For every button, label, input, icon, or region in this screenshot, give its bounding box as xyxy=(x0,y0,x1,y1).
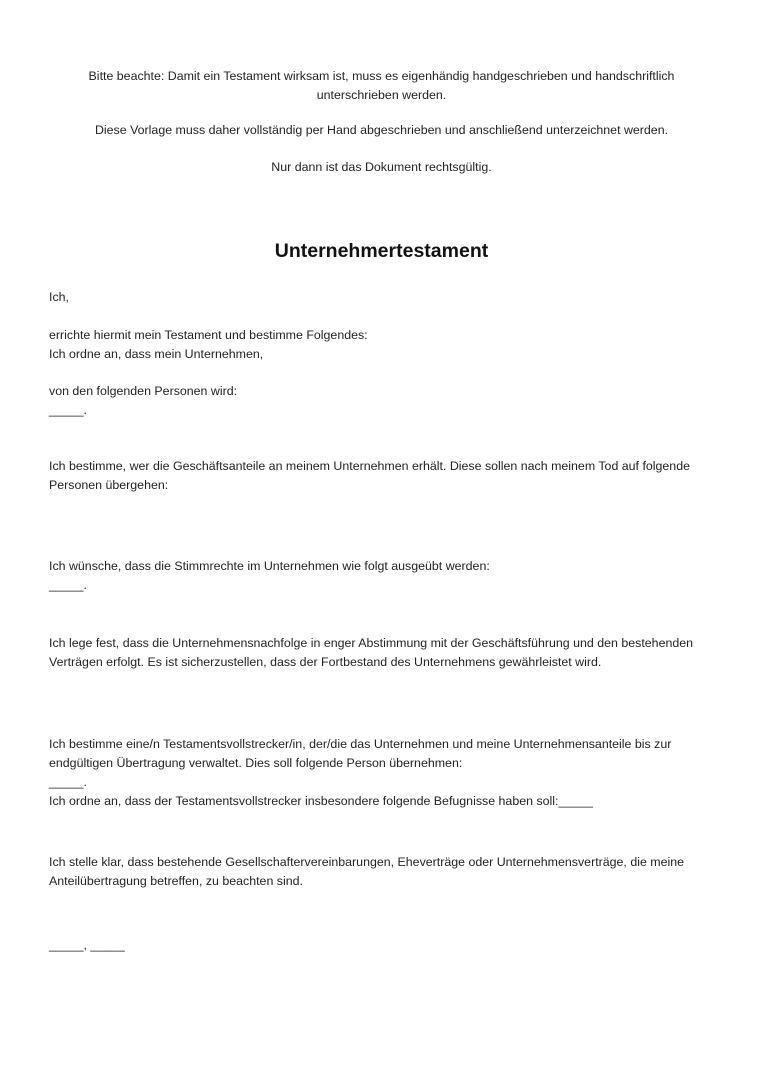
executor-paragraph: Ich bestimme eine/n Testamentsvollstrecker/in, der/die das Unternehmen und meine Unternehmensanteile bis zur endgültigen Übertragung verwaltet. Dies soll folgende Person übernehmen: _____. Ich ordne an, dass der Testamentsvollstrecker insbesondere folgende Befugnisse haben soll:_____ xyxy=(49,737,672,808)
signature-line: _____, _____ xyxy=(49,938,125,952)
notice-validity: Nur dann ist das Dokument rechtsgültig. xyxy=(271,160,492,174)
notice-copy-by-hand: Diese Vorlage muss daher vollständig per Hand abgeschrieben und anschließend unterzeichnet werden. xyxy=(94,123,669,137)
intro-paragraph: errichte hiermit mein Testament und bestimme Folgendes: Ich ordne an, dass mein Unternehmen, xyxy=(49,328,368,361)
notice-handwritten: Bitte beachte: Damit ein Testament wirksam ist, muss es eigenhändig handgeschrieben und handschriftlich unterschrieben werden. xyxy=(88,69,675,102)
persons-paragraph: von den folgenden Personen wird: _____. xyxy=(49,384,238,417)
voting-paragraph: Ich wünsche, dass die Stimmrechte im Unternehmen wie folgt ausgeübt werden: _____. xyxy=(49,559,490,592)
shares-paragraph: Ich bestimme, wer die Geschäftsanteile an meinem Unternehmen erhält. Diese sollen nach meinem Tod auf folgende Personen übergehen: xyxy=(49,459,690,492)
testator-line: Ich, xyxy=(49,290,69,304)
succession-paragraph: Ich lege fest, dass die Unternehmensnachfolge in enger Abstimmung mit der Geschäftsführung und den bestehenden Verträgen erfolgt. Es ist sicherzustellen, dass der Fortbestand des Unternehmens gewährleistet wird. xyxy=(49,636,694,669)
agreements-paragraph: Ich stelle klar, dass bestehende Gesellschaftervereinbarungen, Eheverträge oder Unternehmensverträge, die meine Anteilübertragung betreffen, zu beachten sind. xyxy=(49,855,685,888)
document-title: Unternehmertestament xyxy=(274,240,489,262)
